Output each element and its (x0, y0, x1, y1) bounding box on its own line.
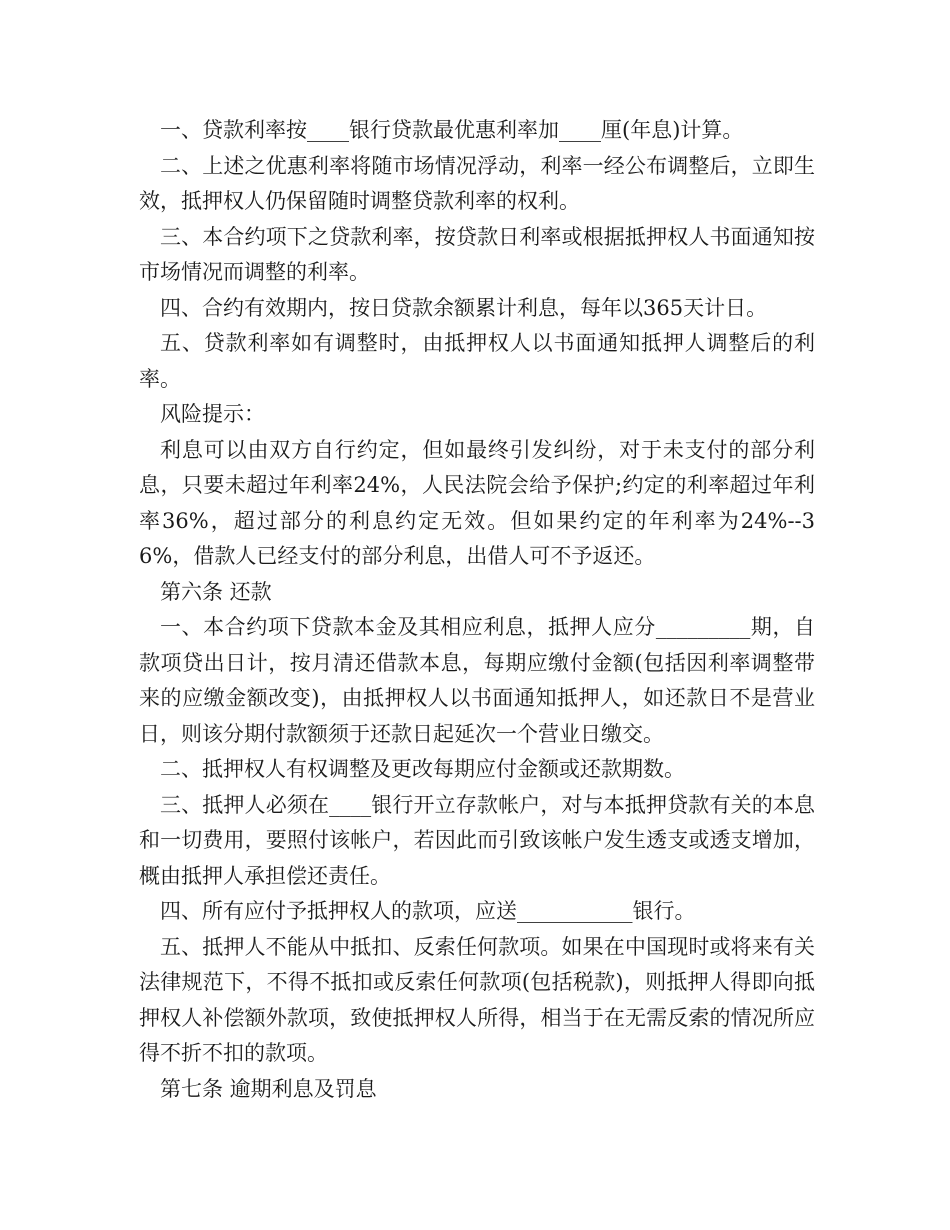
clause-interest-accrual: 四、合约有效期内，按日贷款余额累计利息，每年以365天计日。 (160, 295, 768, 320)
clause-rate-float: 二、上述之优惠利率将随市场情况浮动，利率一经公布调整后，立即生效，抵押权人仍保留随时调整贷款利率的权利。 (139, 153, 815, 213)
risk-notice-heading: 风险提示： (160, 402, 265, 426)
clause-rate-notice: 五、贷款利率如有调整时，由抵押权人以书面通知抵押人调整后的利率。 (139, 331, 815, 391)
document-page (139, 113, 815, 1107)
clause-rate-adjustment: 三、本合约项下之贷款利率，按贷款日利率或根据抵押权人书面通知按市场情况而调整的利率。 (139, 224, 815, 284)
risk-notice-text: 利息可以由双方自行约定，但如最终引发纠纷，对于未支付的部分利息，只要未超过年利率24%，人民法院会给予保护;约定的利率超过年利率36%，超过部分的利息约定无效。但如果约定的年利率为24%--36%，借款人已经支付的部分利息，出借人可不予返还。 (139, 437, 815, 568)
clause-repayment-schedule: 一、本合约项下贷款本金及其相应利息，抵押人应分_________期，自款项贷出日计，按月清还借款本息，每期应缴付金额(包括因利率调整带来的应缴金额改变)，由抵押权人以书面通知抵押人，如还款日不是营业日，则该分期付款额须于还款日起延次一个营业日缴交。 (139, 615, 815, 746)
article-6-heading: 第六条 还款 (160, 579, 272, 604)
clause-interest-rate-basis: 一、贷款利率按____银行贷款最优惠利率加____厘(年息)计算。 (160, 118, 744, 142)
clause-no-offset: 五、抵押人不能从中抵扣、反索任何款项。如果在中国现时或将来有关法律规范下，不得不抵扣或反索任何款项(包括税款)，则抵押人得即向抵押权人补偿额外款项，致使抵押权人所得，相当于在无需反索的情况所应得不折不扣的款项。 (139, 934, 815, 1065)
clause-payment-destination: 四、所有应付予抵押权人的款项，应送___________银行。 (160, 899, 696, 923)
clause-deposit-account: 三、抵押人必须在____银行开立存款帐户，对与本抵押贷款有关的本息和一切费用，要照付该帐户，若因此而引致该帐户发生透支或透支增加，概由抵押人承担偿还责任。 (139, 792, 815, 888)
article-7-heading: 第七条 逾期利息及罚息 (160, 1076, 377, 1101)
clause-repayment-adjust: 二、抵押权人有权调整及更改每期应付金额或还款期数。 (160, 757, 685, 781)
